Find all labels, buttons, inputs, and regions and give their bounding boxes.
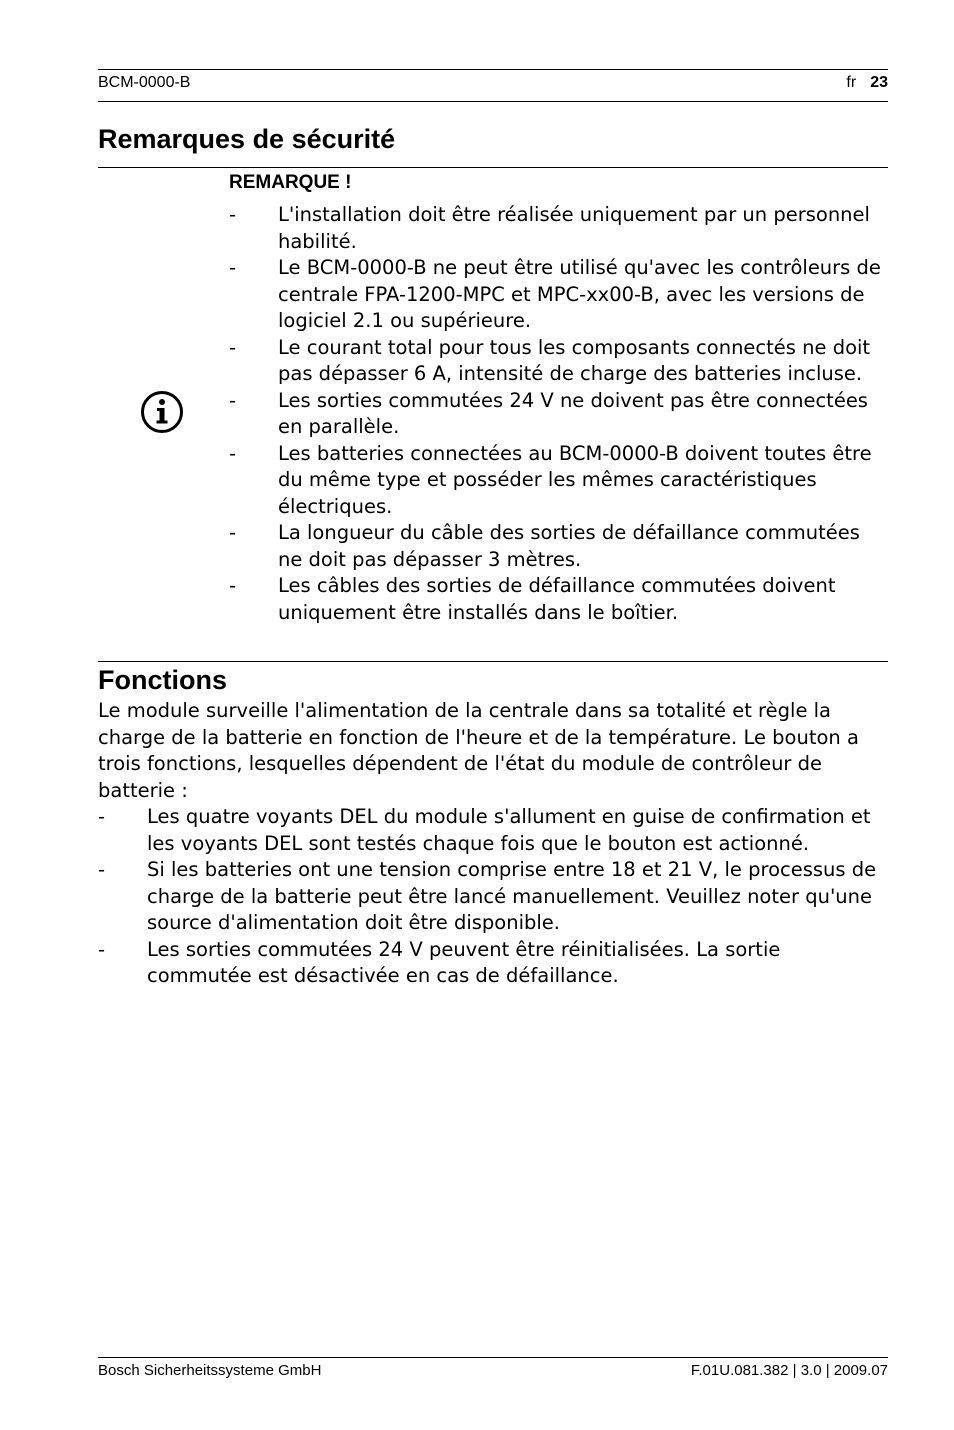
list-item-text: La longueur du câble des sorties de défaillance commutées ne doit pas dépasser 3 mètres. xyxy=(278,521,860,571)
bullet-dash: - xyxy=(229,335,237,359)
bullet-dash: - xyxy=(98,805,106,828)
list-item xyxy=(98,804,890,857)
language-code: fr xyxy=(846,74,857,91)
bullet-dash: - xyxy=(229,441,237,465)
document-id: BCM-0000-B xyxy=(98,74,191,91)
list-item-text: Les sorties commutées 24 V ne doivent pas être connectées en parallèle. xyxy=(278,388,868,438)
functions-list xyxy=(98,804,890,990)
safety-section-title: Remarques de sécurité xyxy=(98,124,396,154)
list-item xyxy=(229,255,889,335)
footer-company: Bosch Sicherheitssysteme GmbH xyxy=(98,1362,322,1379)
bullet-dash: - xyxy=(229,521,237,544)
notice-label: REMARQUE ! xyxy=(229,172,352,193)
safety-notice-box xyxy=(98,167,888,662)
functions-body xyxy=(98,698,890,990)
bullet-dash: - xyxy=(229,256,237,279)
list-item-text: Le BCM-0000-B ne peut être utilisé qu'avec les contrôleurs de centrale FPA-1200-MPC et MPC-xx00-B, avec les versions de logiciel 2.1 ou supérieure. xyxy=(278,256,881,332)
header-right xyxy=(846,74,888,92)
list-item-text: Si les batteries ont une tension comprise entre 18 et 21 V, le processus de charge de la batterie peut être lancé manuellement. Veuillez noter qu'une source d'alimentation doit être disponible. xyxy=(147,858,877,934)
footer-doc-ref: F.01U.081.382 | 3.0 | 2009.07 xyxy=(690,1362,888,1379)
functions-section-title: Fonctions xyxy=(98,665,227,695)
list-item-text: Les batteries connectées au BCM-0000-B doivent toutes être du même type et posséder les mêmes caractéristiques électriques. xyxy=(278,441,872,518)
page-footer xyxy=(98,1357,888,1379)
list-item xyxy=(229,388,889,441)
list-item xyxy=(229,520,889,573)
bullet-dash: - xyxy=(98,858,106,881)
list-item xyxy=(229,573,889,626)
bullet-dash: - xyxy=(229,388,237,412)
bullet-dash: - xyxy=(229,574,237,597)
list-item-text: L'installation doit être réalisée uniquement par un personnel habilité. xyxy=(278,203,870,253)
list-item xyxy=(98,857,890,937)
info-icon xyxy=(140,390,184,434)
list-item-text: Les sorties commutées 24 V peuvent être réinitialisées. La sortie commutée est désactivée en cas de défaillance. xyxy=(147,937,781,987)
list-item xyxy=(229,441,889,521)
bullet-dash: - xyxy=(229,203,237,226)
list-item xyxy=(98,937,890,990)
functions-intro: Le module surveille l'alimentation de la centrale dans sa totalité et règle la charge de la batterie en fonction de l'heure et de la température. Le bouton a trois fonctions, lesquelles dépendent de l'état du module de contrôleur de batterie : xyxy=(98,699,859,802)
list-item xyxy=(229,202,889,255)
list-item-text: Les quatre voyants DEL du module s'allument en guise de confirmation et les voyants DEL sont testés chaque fois que le bouton est actionné. xyxy=(147,805,871,855)
page-header xyxy=(98,69,888,102)
list-item-text: Le courant total pour tous les composants connectés ne doit pas dépasser 6 A, intensité de charge des batteries incluse. xyxy=(278,335,871,385)
list-item-text: Les câbles des sorties de défaillance commutées doivent uniquement être installés dans le boîtier. xyxy=(278,574,836,624)
list-item xyxy=(229,335,889,388)
bullet-dash: - xyxy=(98,937,106,961)
page-number: 23 xyxy=(870,74,888,91)
notice-content xyxy=(229,172,889,626)
safety-list xyxy=(229,202,889,626)
